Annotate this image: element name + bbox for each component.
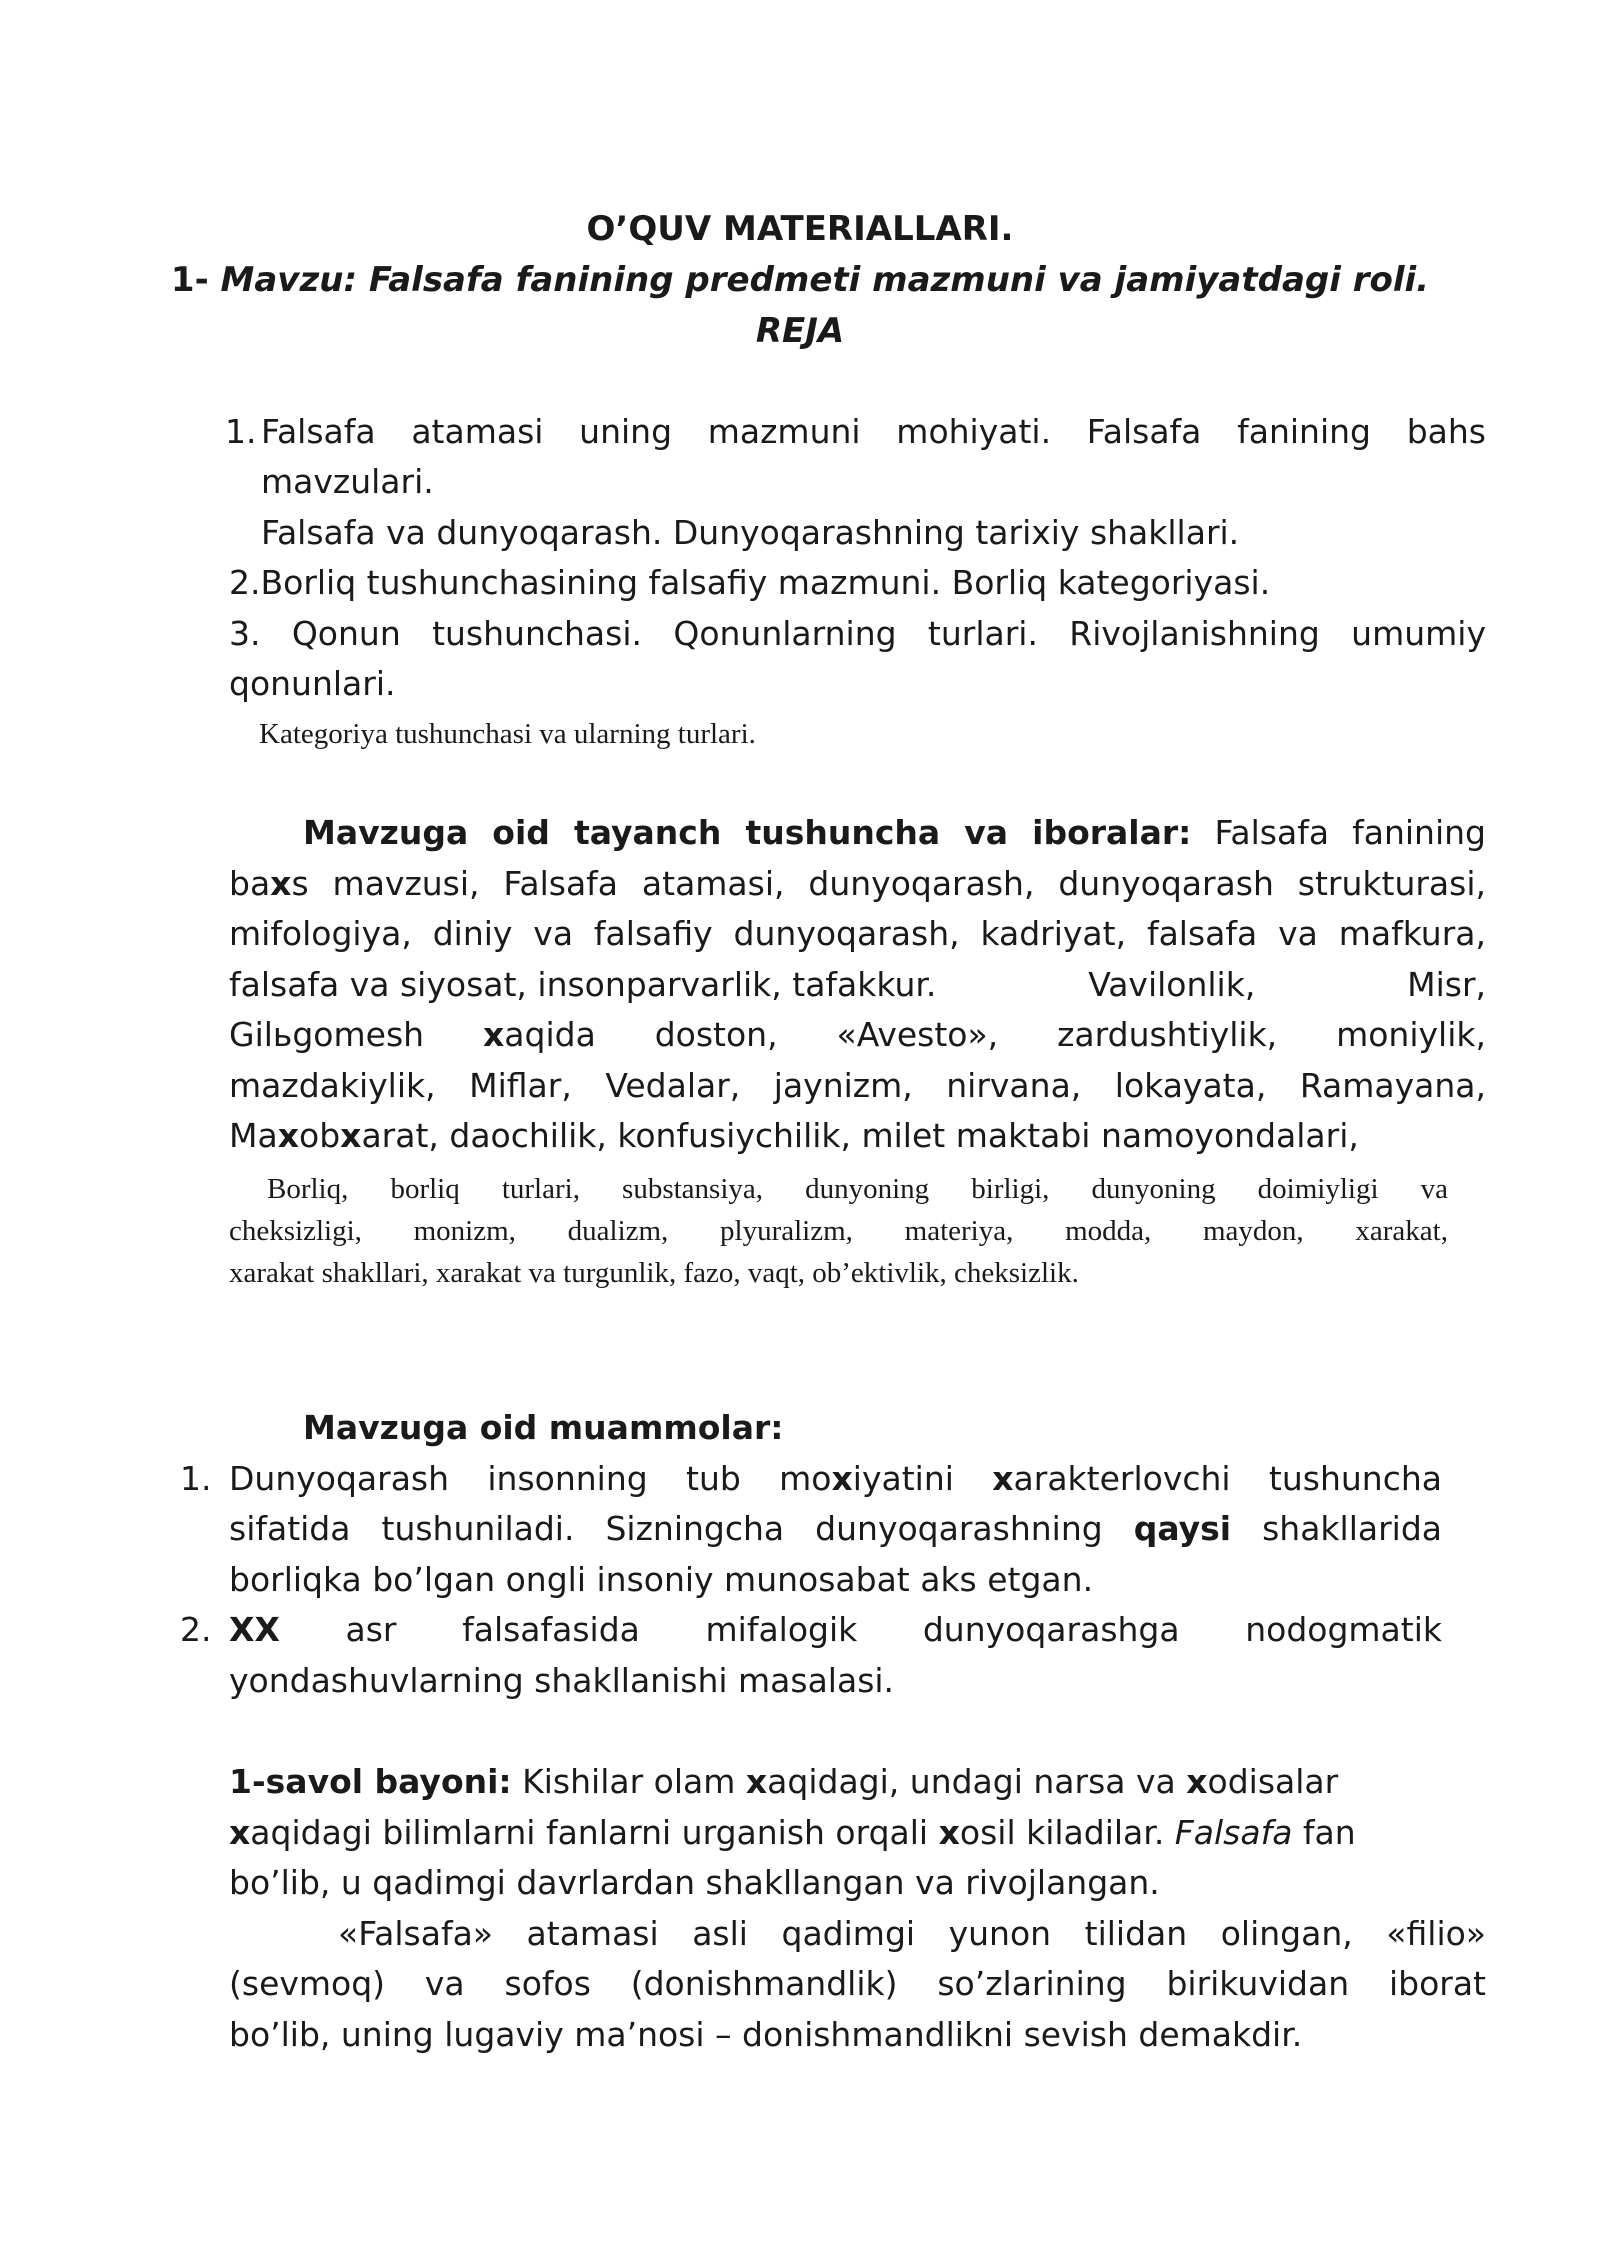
answer-label: 1-savol bayoni: [229,1762,512,1801]
concepts-label: Mavzuga oid tayanch tushuncha va iboralar: [303,813,1192,852]
plan-item-1-line-3: Falsafa va dunyoqarash. Dunyoqarashning tarixiy shakllari. [261,513,1240,552]
problem-2-line-1: XX asr falsafasida mifalogik dunyoqarashga nodogmatik [229,1610,1442,1649]
plan-item-3-line-2: qonunlari. [229,664,396,703]
concepts-serif-line-2: cheksizligi, monizm, dualizm, plyuralizm, materiya, modda, maydon, xarakat, [229,1215,1448,1247]
plan-item-3-line-1: 3. Qonun tushunchasi. Qonunlarning turlari. Rivojlanishning umumiy [229,614,1486,653]
concepts-line-6: mazdakiylik, Miflar, Vedalar, jaynizm, nirvana, lokayata, Ramayana, [229,1066,1486,1105]
problem-1-line-3: borliqka bo’lgan ongli insoniy munosabat aks etgan. [229,1560,1094,1599]
plan-heading: REJA [755,311,845,351]
plan-item-1-number: 1. [225,412,257,451]
topic-prefix: 1- [170,260,221,300]
topic-title: Mavzu: Falsafa fanining predmeti mazmuni va jamiyatdagi roli. [220,260,1430,300]
answer-line-2: xaqidagi bilimlarni fanlarni urganish orqali xosil kiladilar. Falsafa fan [229,1813,1356,1852]
plan-item-2: 2.Borliq tushunchasining falsafiy mazmuni. Borliq kategoriyasi. [229,563,1271,602]
plan-item-1-line-1: Falsafa atamasi uning mazmuni mohiyati. Falsafa fanining bahs [261,412,1486,451]
concepts-serif-line-3: xarakat shakllari, xarakat va turgunlik, fazo, vaqt, ob’ektivlik, cheksizlik. [229,1257,1079,1289]
answer-line-4: «Falsafa» atamasi asli qadimgi yunon tilidan olingan, «filio» [338,1914,1486,1953]
page-title: O’QUV MATERIALLARI. [586,209,1014,249]
topic-heading [0,255,1600,306]
answer-line-1: 1-savol bayoni: Kishilar olam xaqidagi, undagi narsa va xodisalar [229,1762,1339,1801]
answer-line-5: (sevmoq) va sofos (donishmandlik) so’zlarining birikuvidan iborat [229,1964,1486,2003]
answer-line-6: bo’lib, uning lugaviy ma’nosi – donishmandlikni sevish demakdir. [229,2015,1303,2054]
problem-1-number: 1. [180,1459,212,1498]
problem-2-line-2: yondashuvlarning shakllanishi masalasi. [229,1661,895,1700]
plan-item-1-line-2: mavzulari. [261,462,434,501]
plan-item-4: Kategoriya tushunchasi va ularning turlari. [259,718,756,750]
concepts-line-4: falsafa va siyosat, insonparvarlik, tafakkur. Vavilonlik, Misr, [229,965,1486,1004]
concepts-line-2: baxs mavzusi, Falsafa atamasi, dunyoqarash, dunyoqarash strukturasi, [229,864,1486,903]
answer-line-3: bo’lib, u qadimgi davrlardan shakllangan va rivojlangan. [229,1863,1160,1902]
concepts-text: Falsafa fanining [1191,813,1486,852]
concepts-line-1 [303,808,1486,858]
concepts-line-3: mifologiya, diniy va falsafiy dunyoqarash, kadriyat, falsafa va mafkura, [229,914,1486,953]
problem-2-number: 2. [180,1610,212,1649]
concepts-line-5: Gilьgomesh xaqida doston, «Avesto», zardushtiylik, moniylik, [229,1015,1486,1054]
concepts-serif-line-1: Borliq, borliq turlari, substansiya, dunyoning birligi, dunyoning doimiyligi va [267,1173,1448,1205]
problems-heading: Mavzuga oid muammolar: [303,1408,784,1447]
problem-1-line-2: sifatida tushuniladi. Sizningcha dunyoqarashning qaysi shakllarida [229,1509,1442,1548]
concepts-line-7: Maxobxarat, daochilik, konfusiychilik, milet maktabi namoyondalari, [229,1116,1359,1155]
problem-1-line-1: Dunyoqarash insonning tub moxiyatini xarakterlovchi tushuncha [229,1459,1442,1498]
